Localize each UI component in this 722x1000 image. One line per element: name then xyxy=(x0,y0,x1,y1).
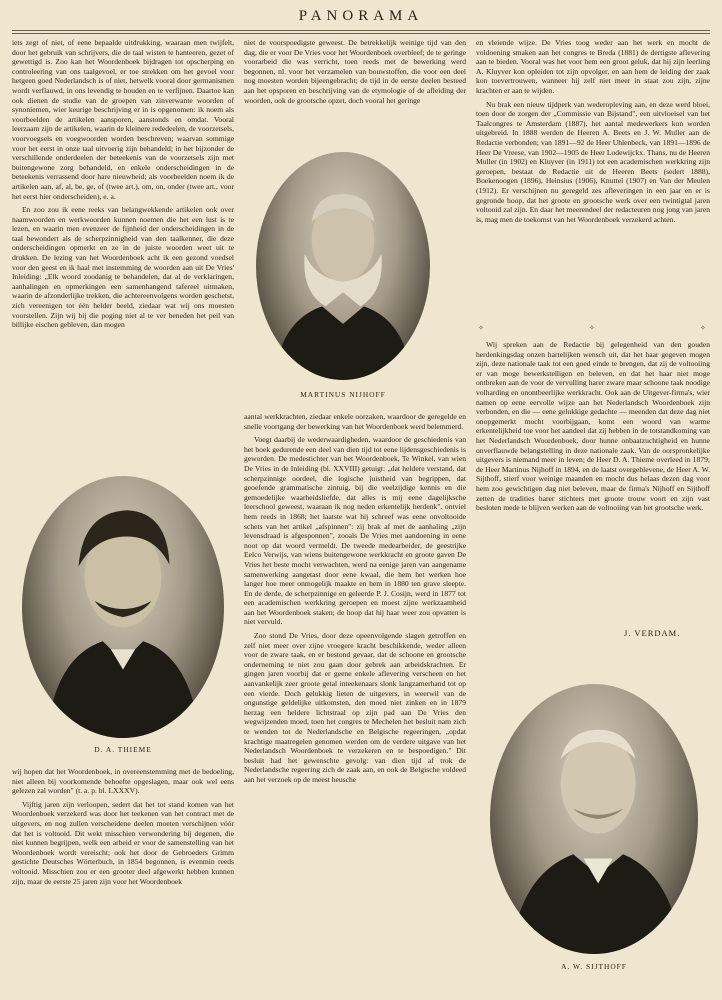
portrait-thieme xyxy=(22,476,224,738)
page-title: PANORAMA xyxy=(298,8,424,24)
paragraph: Zoo stond De Vries, door deze opeenvolgende slagen getroffen en zelf niet meer over zijne vroegere kracht beschikkende, weder alleen voor de zware taak, en er bestond gevaar, dat de schoone en grootsche onderneming te niet zou gaan door gebrek aan arbeidskrachten. Er gingen jaren voorbij dat er geene enkele aflevering verscheen en het aanvankelijk zeer groote getal inteekenaars slonk langzamerhand tot op een vierde. Doch gelukkig lieten de uitgevers, in weerwil van de ongunstige geldelijke uitkomsten, den moed niet zinken en in 1879 herzag een heldere lichtstraal op zijn pad aan De Vries den wegwijzenden moed, toen het congres te Mechelen het besluit nam zich te wenden tot de Nederlandsche en Belgische regeeringen, „opdat krachtige maatregelen genomen werden om de verdere uitgave van het Nederlandsch Woordenboek te verzekeren en te bespoedigen." Dit besluit had het gewenschte gevolg: van dien tijd af trok de Nederlandsche regeering zich de zaak aan, en ook de Belgische voldeed aan het verzoek op de meest heusche xyxy=(244,631,466,784)
paragraph: Nu brak een nieuw tijdperk van wederopleving aan, en deze werd bloei, toen door de zorgen der „Commissie van Bijstand", een uitvloeisel van het Taalcongres te Amsterdam (1887), het aantal medewerkers kon worden uitgebreid. In 1888 werden de Heeren A. Beets en J. W. Muller aan de Redactie verbonden; van 1891—92 de Heer Uhlenbeck, van 1891—1896 de Heer De Vreese, van 1902—1905 de Heer Lodewijckx. Thans, nu de Heeren Muller (in 1902) en Kluyver (in 1911) tot een academischen werkkring zijn geroepen, bestaat de Redactie uit de Heeren Beets (sedert 1888), Boekenoogen (1896), Heinsius (1906), Knuttel (1907) en Van der Meulen (1912). Er verschijnen nu geregeld zes afleveringen in een jaar en er is gegronde hoop, dat het groote en grootsche werk over een twintigtal jaren voltooid zal zijn. En daar het meerendeel der redacteuren nog jong van jaren is, mag men de toekomst van het Woordenboek verzekerd achten. xyxy=(476,99,710,224)
caption-nijhoff: MARTINUS NIJHOFF xyxy=(300,390,386,399)
header-rule xyxy=(12,30,710,31)
paragraph: wij hopen dat het Woordenboek, in overeenstemming met de bedoeling, niet alleen bij voorkomende behoefte opgeslagen, maar ook wel eens gelezen zal worden" (t. a. p. bl. LXXXV). xyxy=(12,767,234,796)
portrait-sijthoff-illustration xyxy=(490,684,698,954)
paragraph: iets zegt of niet, of eene bepaalde uitdrukking, waaraan men twijfelt, door het gebruik van schrijvers, die de taal wisten te hanteeren, gezet of gewettigd is. Zoo kan het Woordenboek bijdragen tot opscherping en controleering van ons taalgevoel, er toe strekken om het gevoel voor hetgeen goed Nederlandsch is of niet, hetwelk vooral door germanismen wordt verflauwd, in ons levendig te houden en te verfijnen. Daartoe kan ook dienen de studie van de groepen van zinverwante woorden of synoniemen, wier keurige beschrijving er in is opgenomen: ik noem als voorbeelden de artikelen aansporen, aanstonds en omdat. Vooral leerzaam zijn de artikelen, waarin de kleinere rededeelen, de voorzetsels, voorvoegsels en voegwoorden worden beschreven; waarvan sommige voor het eerst in onze taal uitvoerig zijn behandeld; in het bijzonder de verschillende onderdeelen der beteekenis van de voorzetsels zijn met buitengewone zorg behandeld, en enkele onderscheidingen in de beteekenis verrassend door hare nieuwheid; als voorbeelden noem ik de artikelen aan, af, al, be, ge, of (twee art.), om, on, onder (twee art., voor het eerst hier onderscheiden), e. a. xyxy=(12,38,234,201)
paragraph: Wij spreken aan de Redactie bij gelegenheid van den gouden herdenkingsdag onzen hartelijken wensch uit, dat het haar gegeven mogen zijn, deze nationale taak tot een goed einde te brengen, dat zij de voltooiing er van moge bewerkstelligen en beleven, en dat het haar niet moge ontbreken aan de voor de vervulling harer zware maar schoone taak noodige volharding en onontbeerlijke werkkracht. Ook aan de Uitgever-firma's, wier namen op eene eervolle wijze aan het Nederlandsch Woordenboek zijn verbonden, en die — eene gelukkige gedachte — meenden dat deze dag niet onopgemerkt mocht voorbijgaan, komt een woord van warme erkentelijkheid toe voor het aandeel dat zij hebben in de totstandkoming van het Nederlandsch Woordenboek, door hunne onbaatzuchtigheid en hunne onverflauwde belangstelling in deze nationale zaak. Van de oorspronkelijke uitgevers is niemand meer in leven; de Heer D. A. Thieme overleed in 1879; de Heer Martinus Nijhoff in 1894, en de laatst overgeblevene, de Heer A. W. Sijthoff, stierf voor weinige maanden en mocht dus helaas dezen dag voor hem zoo gewichtigen dag niet beleven, maar de firma's Nijhoff en Sijthoff zetten de tradities harer stichters met groote trouw voort en zijn vast besloten mede te blijven werken aan de voltooiing van het grootsche werk. xyxy=(476,340,710,513)
portrait-nijhoff-illustration xyxy=(256,152,430,380)
caption-thieme: D. A. THIEME xyxy=(94,745,152,754)
column-1-bottom xyxy=(12,767,234,995)
caption-sijthoff: A. W. SIJTHOFF xyxy=(561,962,627,971)
paragraph: Voegt daarbij de wederwaardigheden, waardoor de geschiedenis van het boek gedurende een deel van dien tijd tot eene lijdensgeschiedenis is geworden. De medestichter van het Woordenboek, Te Winkel, van wien De Vries in de Inleiding (bl. XXVIII) getuigt: „dat heldere verstand, dat scherpzinnige oordeel, die logische juistheid van begrippen, dat geoefende grammatische zintuig, bij die veelzijdige kennis en die gemoedelijke waarheidsliefde, dat alles is mij eene dagelijksche leerschool geweest, waaraan ik nog neden erkentelijk herdenk", ontviel hem reeds in 1868; het laatste wat hij schreef was eene onvoltooide schets van het artikel „afspinnen": zij brak af met de aanhaling „zijn levensdraad is afgesponnen", zooals De Vries met aandoening in eene noot op dat woord vermeldt. De tweede medearbeider, de geestrijke Eelco Verwijs, van wiens buitengewone werkkracht en groote gaven De Vries het beste mocht verwachten, werd na eenige jaren van aangename samenwerking aangetast door eene kwaal, die hem het werken hoe langer hoe meer onmogelijk maakte en hem in 1880 ten grave sleepte. En de derde, de scherpzinnige en geleerde P. J. Cosijn, werd in 1877 tot een academischen werkkring geroepen en moest zijne werkzaamheid aan het Woordenboek staken; de hoop dat hij haar weer zou opvatten is niet vervuld. xyxy=(244,435,466,627)
ornament-center: ✧ xyxy=(589,324,595,332)
paragraph: niet de voorspoedigste geweest. De betrekkelijk weinige tijd van den dag, die er voor De Vries voor het Woordenboek overbleef; de te geringe voorarbeid die was verricht, toen reeds met de bewerking werd begonnen, nl. voor het verzamelen van bouwstoffen, die voor een deel nog moesten worden bijeengebracht; de tijd in de eerste deelen besteed aan het opsporen en beschrijving van de etymologie of de afleiding der woorden, ook de grootsche opzet, doch vooral het geringe xyxy=(244,38,466,105)
paragraph: aantal werkkrachten, ziedaar enkele oorzaken, waardoor de geregelde en snelle voortgang der bewerking van het Woordenboek werd belemmerd. xyxy=(244,412,466,431)
header-rule-secondary xyxy=(12,33,710,34)
portrait-sijthoff xyxy=(490,684,698,954)
ornament-right: ✧ xyxy=(700,324,706,332)
paragraph: en vleiende wijze. De Vries toog weder aan het werk en mocht de voldoening smaken aan het congres te Breda (1881) de dertigste aflevering aan te bieden. Vooral was het voor hem een groot geluk, dat hij zijn leerling A. Kluyver kon opleiden tot zijn opvolger, en aan hem de leiding der zaak kon toevertrouwen, wanneer hij zelf niet meer in staat zou zijn, zijne krachten er aan te wijden. xyxy=(476,38,710,95)
column-3-top xyxy=(476,38,710,320)
column-1-top xyxy=(12,38,234,428)
ornament-left: ✧ xyxy=(478,324,484,332)
paragraph: En zoo zou ik eene reeks van belangwekkende artikelen ook over naamwoorden en werkwoorden kunnen noemen die het een lust is te lezen, en waarin men evenzeer de fijnheid der onderscheidingen in de taal bewondert als de scherpzinnigheid van den taalkenner, die deze onderscheidingen opmerkt en ze in de juiste woorden weet uit te drukken. De lezing van het Woordenboek acht ik een gezond voedsel voor den geest en ik haal met instemming de woorden aan uit De Vries' Inleiding: „Elk woord zoodanig te behandelen, dat al de verklaringen, aanhalingen en opmerkingen een samenhangend tafereel uitmaken, waarin de afzonderlijke trekken, die achtereenvolgens worden geschetst, zich vereenigen tot één helder beeld, ziedaar wat wij ons moesten voorstellen. Zijn wij bij die poging niet al te ver beneden het peil van billijke eischen gebleven, dan mogen xyxy=(12,205,234,330)
portrait-thieme-illustration xyxy=(22,476,224,738)
column-3-middle xyxy=(476,340,710,622)
column-2-bottom xyxy=(244,412,466,995)
portrait-nijhoff xyxy=(256,152,430,380)
column-2-top xyxy=(244,38,466,150)
paragraph: Vijftig jaren zijn verloopen, sedert dat het tot stand komen van het Woordenboek verzekerd was door het teekenen van het contract met de uitgevers, en nog zullen verscheidene deelen moeten verschijnen vóór dat het is voltooid. Dit wekt misschien verwondering bij degenen, die niet kunnen begrijpen, welk een arbeid er voor de samenstelling van het Woordenboek wordt vereischt; ook het door de Gebroeders Grimm gestichte Deutsches Wörterbuch, in 1854 begonnen, is evenmin reeds voltooid. Misschien zou er een grooter deel afgewerkt hebben kunnen zijn, maar de eerste 25 jaren zijn voor het Woordenboek xyxy=(12,799,234,886)
author-signature: J. VERDAM. xyxy=(624,628,681,638)
